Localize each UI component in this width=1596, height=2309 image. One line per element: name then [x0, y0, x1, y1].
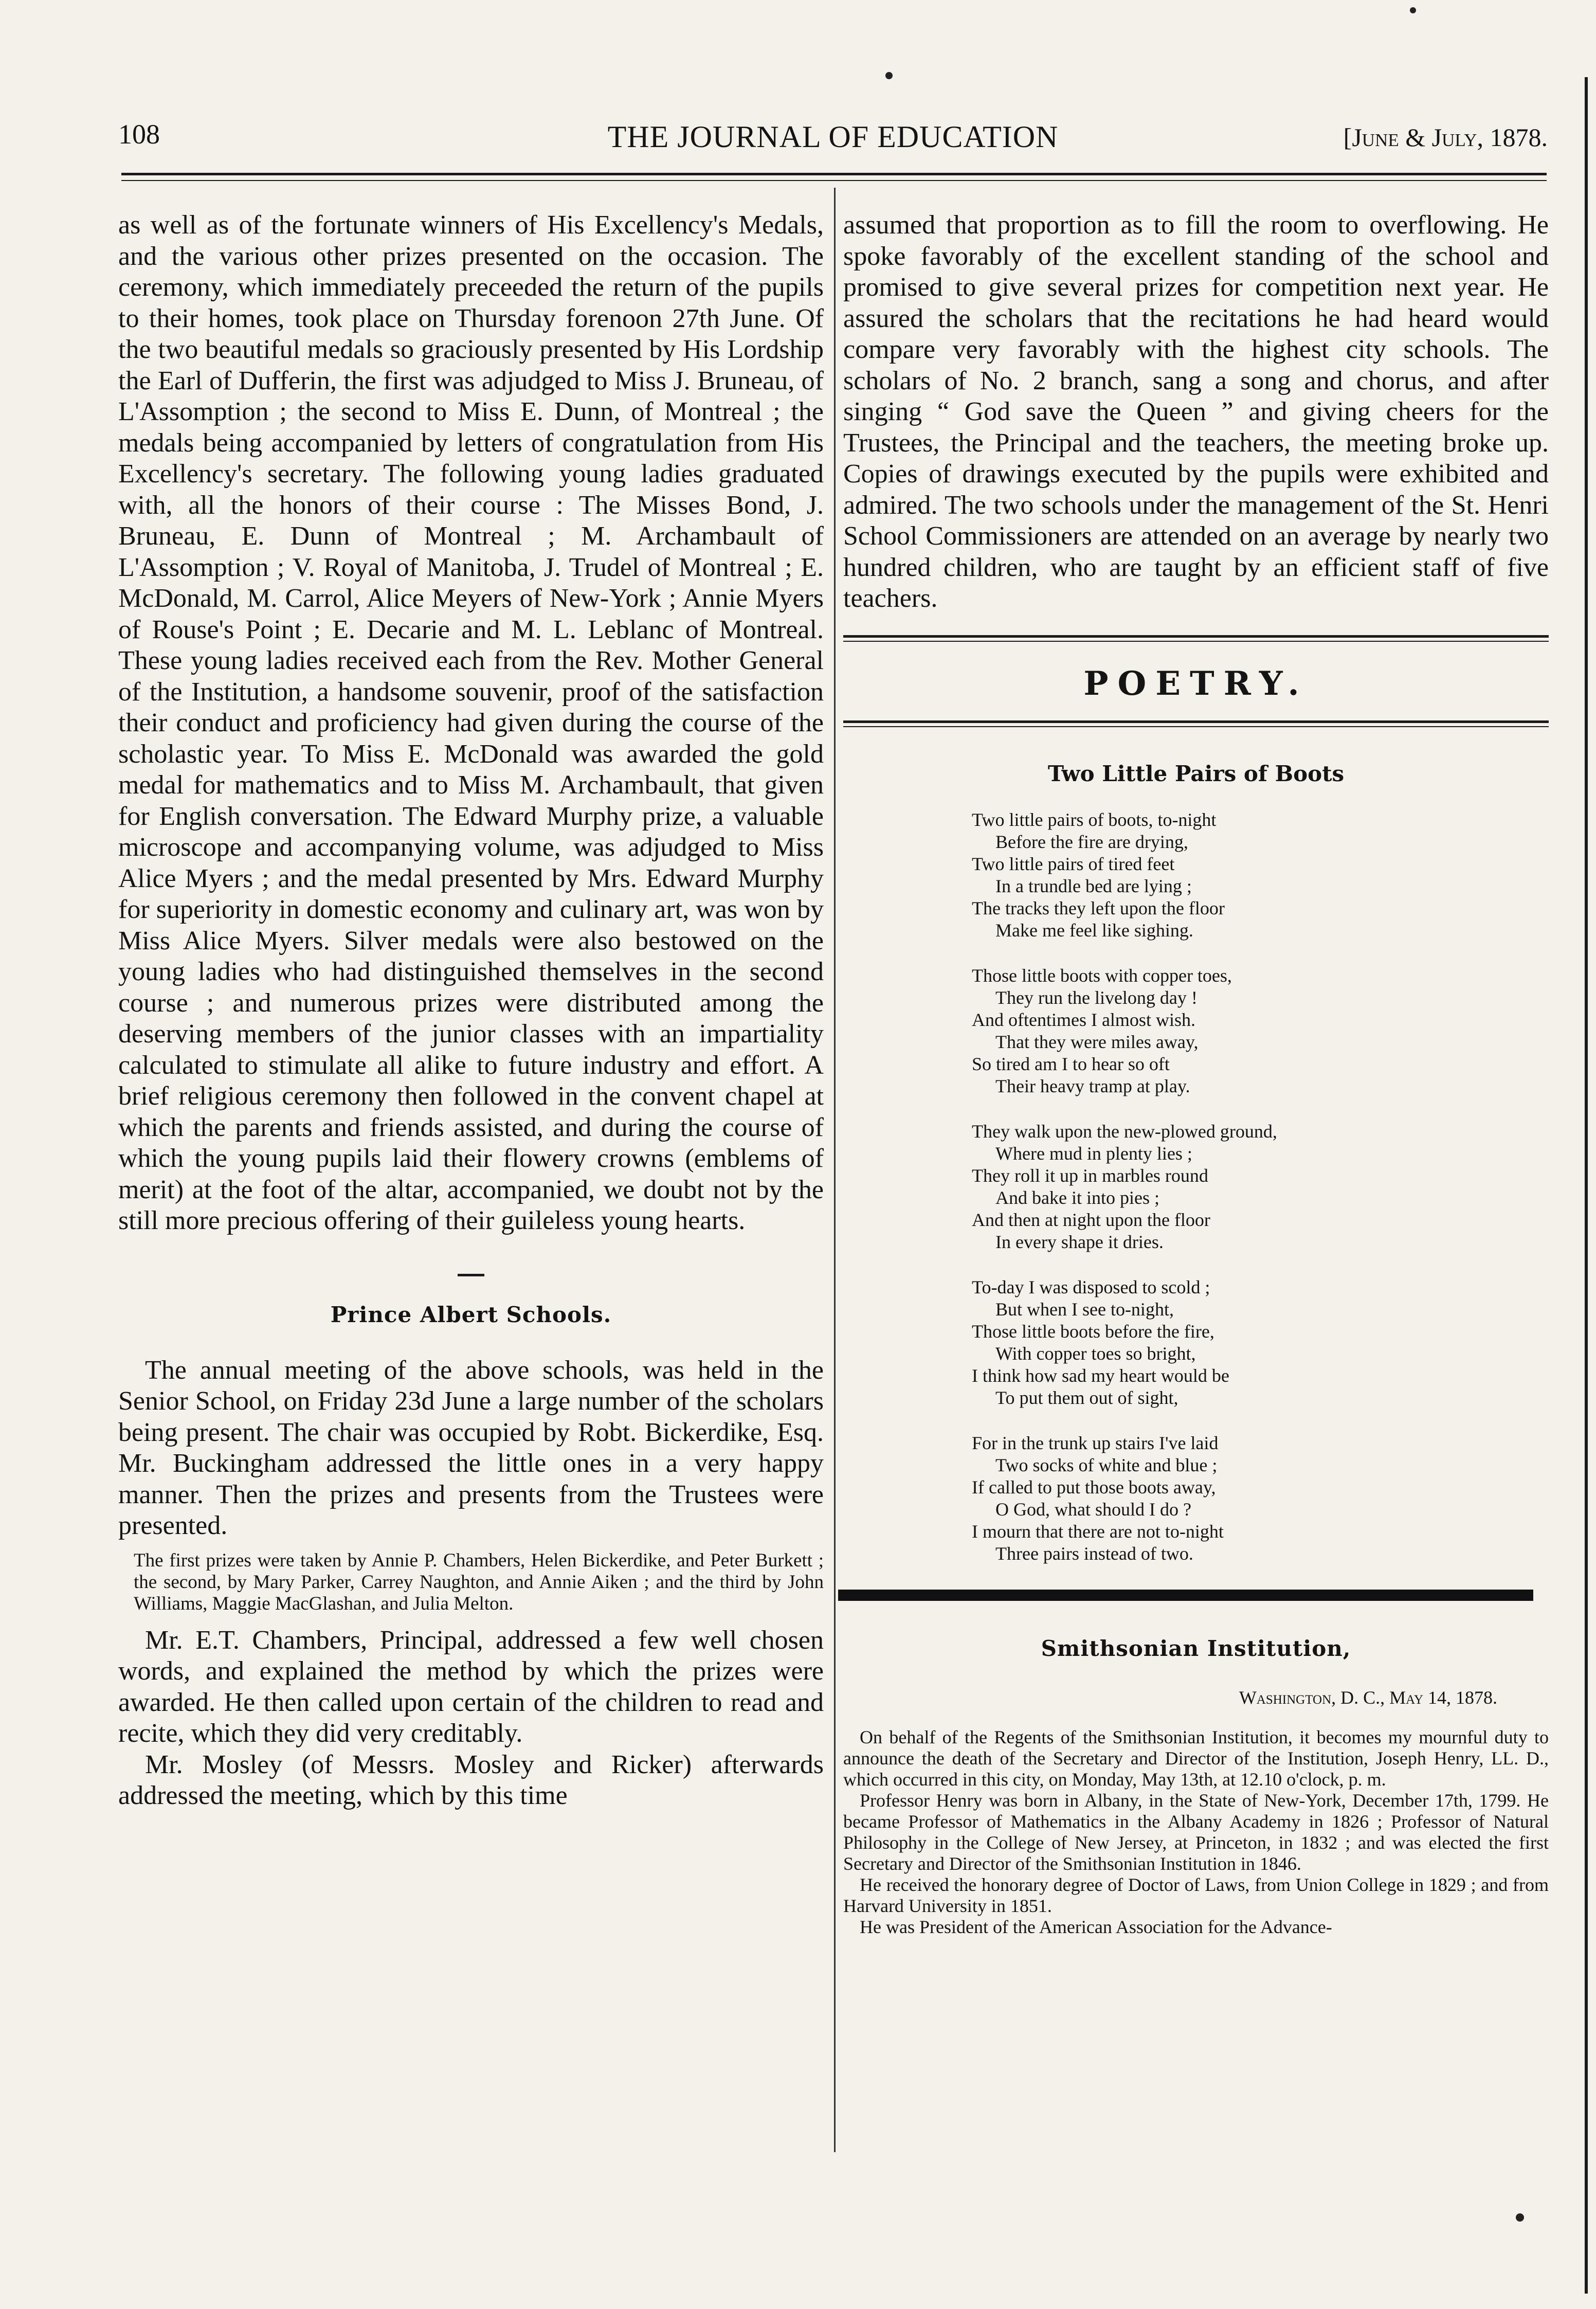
- poem-line: So tired am I to hear so oft: [972, 1053, 1170, 1074]
- poem-line: They run the livelong day !: [995, 987, 1198, 1008]
- convent-continuation: as well as of the fortunate winners of His Excellency's Medals, and the various other prizes presented on the occasion. The ceremony, which immediately preceeded the return of the pupils to their homes, took place on Thursday forenoon 27th June. Of the two beautiful medals so graciously presented by His Lordship the Earl of Dufferin, the first was adjudged to Miss J. Bruneau, of L'Assomption ; the second to Miss E. Dunn, of Montreal ; the medals being accompanied by letters of congratulation from His Excellency's secretary. The following young ladies graduated with, all the honors of their course : The Misses Bond, J. Bruneau, E. Dunn of Montreal ; M. Archambault of L'Assomption ; V. Royal of Manitoba, J. Trudel of Montreal ; E. McDonald, M. Carrol, Alice Meyers of New-York ; Annie Myers of Rouse's Point ; E. Decarie and M. L. Leblanc of Montreal. These young ladies received each from the Rev. Mother General of the Institution, a handsome souvenir, proof of the satisfaction their conduct and proficiency had given during the course of the scholastic year. To Miss E. McDonald was awarded the gold medal for mathematics and to Miss M. Archambault, that given for English conversation. The Edward Murphy prize, a valuable microscope and accompanying volume, was adjudged to Miss Alice Myers ; and the medal presented by Mrs. Edward Murphy for superiority in domestic economy and culinary art, was won by Miss Alice Myers. Silver medals were also bestowed on the young ladies who had distinguished themselves in the second course ; and numerous prizes were distributed among the deserving members of the junior classes with an impartiality calculated to stimulate all alike to future industry and effort. A brief religious ceremony then followed in the convent chapel at which the parents and friends assisted, and during the course of which the young pupils laid their flowery crowns (emblems of merit) at the foot of the altar, accompanied, we doubt not by the still more precious offering of their guileless young hearts.: [118, 210, 824, 1235]
- poem-line: The tracks they left upon the floor: [972, 897, 1225, 918]
- poem-line: Two little pairs of boots, to-night: [972, 809, 1217, 830]
- poem-line: But when I see to-night,: [995, 1298, 1174, 1320]
- poem-line: And then at night upon the floor: [972, 1209, 1210, 1230]
- ink-speck: [1516, 2213, 1524, 2222]
- poem-line: O God, what should I do ?: [995, 1499, 1191, 1520]
- header-rule: [121, 173, 1547, 175]
- paragraph-biography: Professor Henry was born in Albany, in the State of New-York, December 17th, 1799. He became Professor of Mathematics in the Albany Academy in 1826 ; Professor of Natural Philosophy in the College of New Jersey, at Princeton, in 1832 ; and was elected the first Secretary and Director of the Smithsonian Institution in 1846.: [843, 1790, 1549, 1874]
- paragraph-association: He was President of the American Association for the Advance-: [860, 1916, 1332, 1937]
- poem-line: To-day I was disposed to scold ;: [972, 1276, 1210, 1297]
- poem-line: With copper toes so bright,: [995, 1343, 1196, 1364]
- poem-line: That they were miles away,: [995, 1031, 1199, 1052]
- poem-line: And oftentimes I almost wish.: [972, 1009, 1195, 1030]
- poem-line: I mourn that there are not to-night: [972, 1521, 1224, 1542]
- poem-line: Those little boots before the fire,: [972, 1321, 1214, 1342]
- poem-body: [972, 809, 1549, 1565]
- poem-line: Their heavy tramp at play.: [995, 1075, 1190, 1096]
- header-rule-thin: [121, 180, 1547, 181]
- paragraph-announcement: On behalf of the Regents of the Smithsonian Institution, it becomes my mournful duty to announce the death of the Secretary and Director of the Institution, Joseph Henry, LL. D., which occurred in this city, on Monday, May 13th, at 12.10 o'clock, p. m.: [843, 1726, 1549, 1790]
- page-number: 108: [118, 119, 160, 150]
- right-column: [843, 210, 1549, 1938]
- poem-line: And bake it into pies ;: [995, 1187, 1159, 1208]
- poem-line: For in the trunk up stairs I've laid: [972, 1432, 1219, 1453]
- poem-stanza: [972, 809, 1549, 942]
- ink-speck: [1410, 7, 1416, 13]
- paragraph-chambers: Mr. E.T. Chambers, Principal, addressed a few well chosen words, and explained the method by which the prizes were awarded. He then called upon certain of the children to read and recite, which they did very creditably.: [118, 1625, 824, 1748]
- paragraph-honorary-degree: He received the honorary degree of Doctor of Laws, from Union College in 1829 ; and from Harvard University in 1851.: [843, 1874, 1549, 1916]
- paragraph-annual-meeting: The annual meeting of the above schools, was held in the Senior School, on Friday 23d June a large number of the scholars being present. The chair was occupied by Robt. Bickerdike, Esq. Mr. Buckingham addressed the little ones in a very happy manner. Then the prizes and presents from the Trustees were presented.: [118, 1355, 824, 1540]
- issue-date: [June & July, 1878.: [1343, 123, 1548, 152]
- poem-line: They roll it up in marbles round: [972, 1165, 1208, 1186]
- poem-line: Those little boots with copper toes,: [972, 965, 1232, 986]
- poem-stanza: [972, 1276, 1549, 1409]
- poem-line: In a trundle bed are lying ;: [995, 875, 1192, 896]
- poem-line: In every shape it dries.: [995, 1231, 1164, 1252]
- poem-line: If called to put those boots away,: [972, 1476, 1216, 1498]
- poem-line: To put them out of sight,: [995, 1387, 1178, 1408]
- meeting-continuation: assumed that proportion as to fill the room to overflowing. He spoke favorably of the excellent standing of the school and promised to give several prizes for competition next year. He assured the scholars that the recitations he had heard would compare very favorably with the highest city schools. The scholars of No. 2 branch, sang a song and chorus, and after singing “ God save the Queen ” and giving cheers for the Trustees, the Principal and the teachers, the meeting broke up. Copies of drawings executed by the pupils were exhibited and admired. The two schools under the management of the St. Henri School Commissioners are attended on an average by nearly two hundred children, who are taught by an efficient staff of five teachers.: [843, 210, 1549, 613]
- poem-stanza: [972, 1121, 1549, 1253]
- poem-stanza: [972, 965, 1549, 1097]
- page-edge: [1585, 77, 1588, 2294]
- poem-title: Two Little Pairs of Boots: [1047, 761, 1345, 786]
- poem-line: They walk upon the new-plowed ground,: [972, 1121, 1277, 1142]
- ink-speck: [885, 72, 893, 79]
- section-rule-thick: [838, 1590, 1533, 1601]
- poem-line: Three pairs instead of two.: [995, 1543, 1193, 1564]
- paragraph-mosley: Mr. Mosley (of Messrs. Mosley and Ricker) afterwards addressed the meeting, which by this time: [118, 1749, 824, 1810]
- poetry-heading: POETRY.: [1083, 664, 1309, 703]
- poem-line: Make me feel like sighing.: [995, 919, 1193, 941]
- section-dash: [458, 1274, 484, 1276]
- poem-line: Where mud in plenty lies ;: [995, 1143, 1192, 1164]
- journal-title: THE JOURNAL OF EDUCATION: [607, 120, 1059, 154]
- column-divider: [834, 188, 836, 2152]
- left-column: [118, 210, 824, 1812]
- poem-line: Two little pairs of tired feet: [972, 853, 1175, 874]
- poem-stanza: [972, 1432, 1549, 1565]
- poem-line: Before the fire are drying,: [995, 831, 1188, 852]
- paragraph-prize-winners: The first prizes were taken by Annie P. Chambers, Helen Bickerdike, and Peter Burkett ; the second, by Mary Parker, Carrey Naughton, and Annie Aiken ; and the third by John Williams, Maggie MacGlashan, and Julia Melton.: [134, 1549, 824, 1614]
- dateline: Washington, D. C., May 14, 1878.: [1239, 1687, 1497, 1708]
- section-title-prince-albert: Prince Albert Schools.: [330, 1302, 612, 1327]
- poetry-rule-top: [843, 635, 1549, 642]
- poem-line: I think how sad my heart would be: [972, 1365, 1229, 1386]
- poetry-rule-bottom: [843, 720, 1549, 727]
- poem-line: Two socks of white and blue ;: [995, 1454, 1218, 1475]
- page-header: [118, 114, 1548, 166]
- section-title-smithsonian: Smithsonian Institution,: [1041, 1635, 1351, 1661]
